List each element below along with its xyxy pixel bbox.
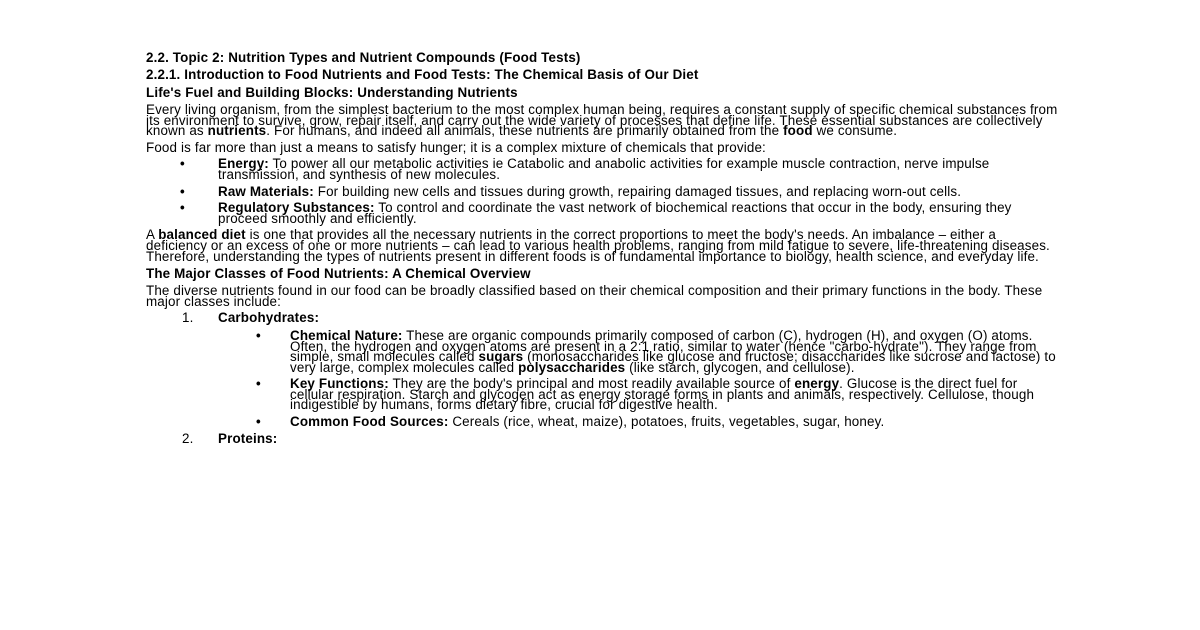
bullet-icon: •: [180, 156, 185, 172]
list-number: 1.: [182, 310, 194, 326]
intro-heading: 2.2.1. Introduction to Food Nutrients and Food Tests: The Chemical Basis of Our Diet: [146, 67, 699, 82]
list-number: 2.: [182, 430, 194, 446]
list-item: • Regulatory Substances: To control and coordinate the vast network of biochemical reactions that occur in the body, ensuring they proceed smoothly and efficiently.: [180, 200, 1012, 226]
topic-heading: 2.2. Topic 2: Nutrition Types and Nutrient Compounds (Food Tests): [146, 50, 581, 65]
bullet-icon: •: [180, 200, 185, 216]
bullet-icon: •: [180, 183, 185, 199]
document-page: [146, 52, 1058, 450]
bullet-icon: •: [256, 376, 261, 392]
classes-intro-paragraph: The diverse nutrients found in our food can be broadly classified based on their chemical composition and their primary functions in the body. These major classes include:: [146, 283, 1043, 309]
nutrients-paragraph: Every living organism, from the simplest bacterium to the most complex human being, requires a constant supply of specific chemical substances from its environment to survive, grow, repair itself, and carry out the wide variety of processes that define life. These essential substances are collectively known as nutrients. For humans, and indeed all animals, these nutrients are primarily obtained from the food we consume.: [146, 102, 1058, 139]
bullet-icon: •: [256, 327, 261, 343]
carbohydrates-details: [218, 327, 1058, 430]
bullet-icon: •: [256, 414, 261, 430]
balanced-diet-paragraph: A balanced diet is one that provides all the necessary nutrients in the correct proportions to meet the body's needs. An imbalance – either a deficiency or an excess of one or more nutrients – can lead to various health problems, ranging from mild fatigue to severe, life-threatening diseases. Therefore, understanding the types of nutrients present in different foods is of fundamental importance to biology, health science, and everyday life.: [146, 227, 1050, 264]
fuel-heading: Life's Fuel and Building Blocks: Understanding Nutrients: [146, 85, 518, 100]
list-item: • Raw Materials: For building new cells and tissues during growth, repairing damaged tissues, and replacing worn-out cells.: [180, 183, 962, 199]
provides-list: [146, 156, 1058, 226]
list-item: [146, 310, 1058, 430]
list-item: • Energy: To power all our metabolic activities ie Catabolic and anabolic activities for example muscle contraction, nerve impulse transmission, and synthesis of new molecules.: [180, 156, 990, 182]
class-name: Carbohydrates:: [218, 310, 320, 326]
class-name: Proteins:: [218, 430, 278, 446]
major-heading: The Major Classes of Food Nutrients: A Chemical Overview: [146, 266, 531, 282]
food-paragraph: Food is far more than just a means to satisfy hunger; it is a complex mixture of chemicals that provide:: [146, 139, 766, 155]
list-item: [146, 430, 1058, 446]
list-item: • Chemical Nature: These are organic compounds primarily composed of carbon (C), hydrogen (H), and oxygen (O) atoms. Often, the hydrogen and oxygen atoms are present in a 2:1 ratio, similar to water (hence "carbo-hydrate"). They range from simple, small molecules called sugars (monosaccharides like glucose and fructose; disaccharides like sucrose and lactose) to very large, complex molecules called polysaccharides (like starch, glycogen, and cellulose).: [256, 327, 1056, 375]
list-item: • Common Food Sources: Cereals (rice, wheat, maize), potatoes, fruits, vegetables, sugar, honey.: [256, 414, 885, 430]
list-item: • Key Functions: They are the body's principal and most readily available source of energy. Glucose is the direct fuel for cellular respiration. Starch and glycogen act as energy storage forms in plants and animals, respectively. Cellulose, though indigestible by humans, forms dietary fibre, crucial for digestive health.: [256, 376, 1035, 413]
classes-list: [146, 310, 1058, 446]
